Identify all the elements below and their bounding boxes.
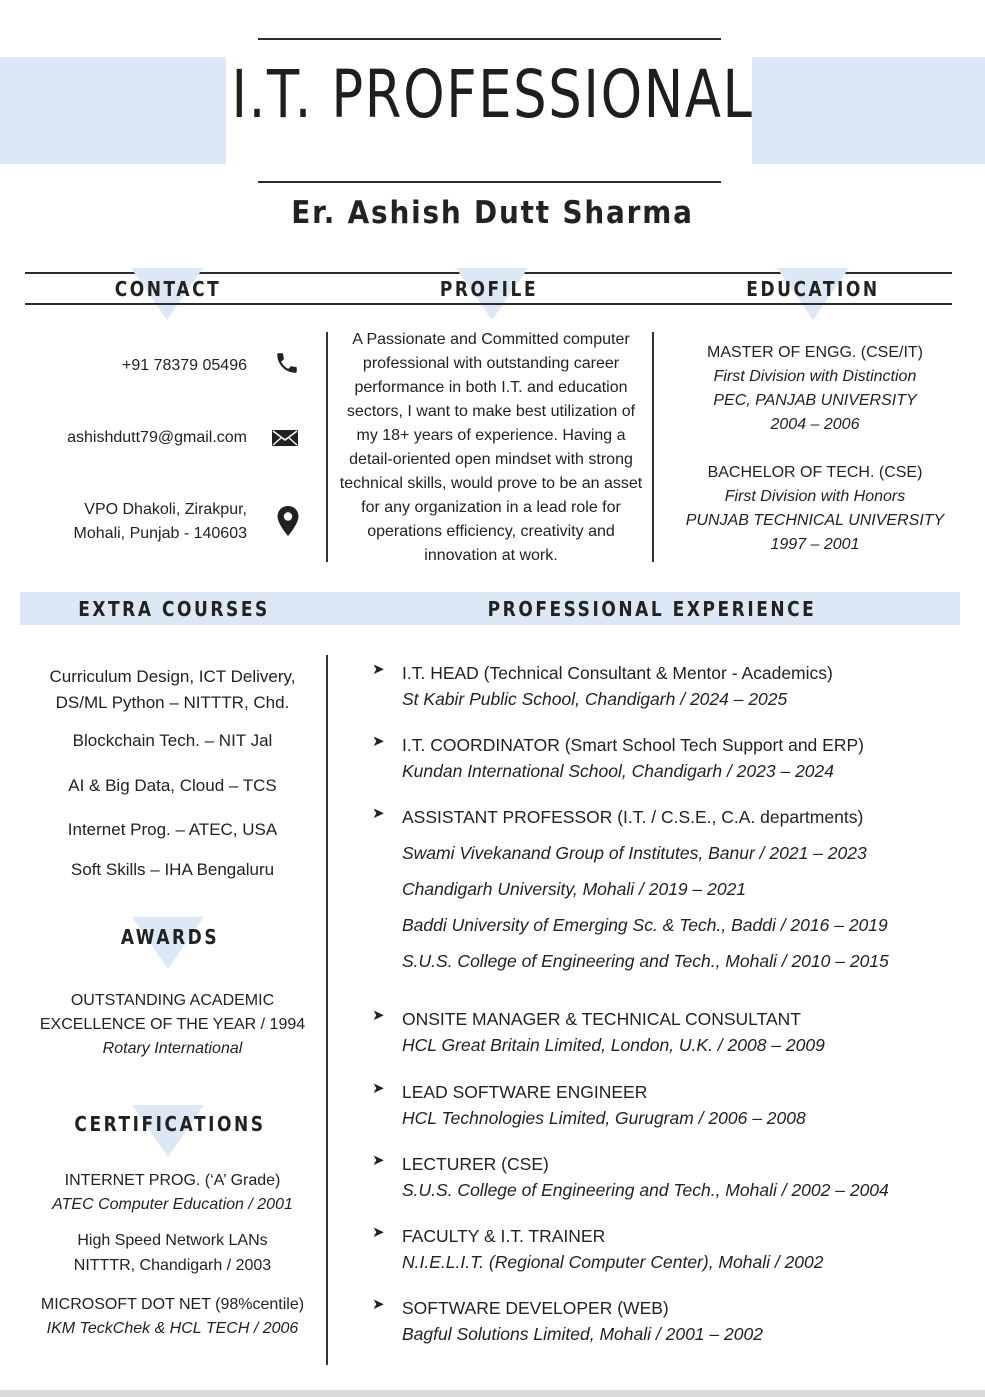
certification-issuer: ATEC Computer Education / 2001: [52, 1196, 293, 1213]
arrow-bullet-icon: ➤: [372, 1296, 385, 1313]
experience-title: ASSISTANT PROFESSOR (I.T. / C.S.E., C.A. departments): [402, 807, 864, 827]
contact-phone: +91 78379 05496: [121, 357, 247, 374]
experience-title: LECTURER (CSE): [402, 1154, 549, 1174]
education-years: 2004 – 2006: [770, 416, 860, 433]
arrow-bullet-icon: ➤: [372, 733, 385, 750]
arrow-bullet-icon: ➤: [372, 1152, 385, 1169]
experience-heading: PROFESSIONAL EXPERIENCE: [487, 597, 817, 621]
experience-place: N.I.E.L.I.T. (Regional Computer Center), Mohali / 2002: [402, 1252, 824, 1272]
extra-course-item: Blockchain Tech. – NIT Jal: [72, 731, 273, 750]
experience-place: HCL Great Britain Limited, London, U.K. / 2008 – 2009: [402, 1035, 825, 1055]
experience-title: I.T. HEAD (Technical Consultant & Mentor - Academics): [402, 663, 833, 683]
profile-left-divider: [326, 332, 328, 562]
education-institute: PUNJAB TECHNICAL UNIVERSITY: [685, 512, 945, 529]
profile-text: A Passionate and Committed computer professional with outstanding career performance in both I.T. and education sectors, I want to make best utilization of my 18+ years of experience. Having a detail-oriented open mindset with strong technical skills, would prove to be an asset for any organization in a lead role for operations efficiency, creativity and innovation at work.: [339, 331, 643, 564]
column-divider: [326, 655, 328, 1365]
profile-heading: PROFILE: [439, 277, 539, 301]
contact-address-line2: Mohali, Punjab - 140603: [73, 525, 247, 542]
certification-issuer: IKM TeckChek & HCL TECH / 2006: [46, 1320, 299, 1337]
arrow-bullet-icon: ➤: [372, 1080, 385, 1097]
certification-issuer: NITTTR, Chandigarh / 2003: [73, 1257, 272, 1274]
experience-title: I.T. COORDINATOR (Smart School Tech Support and ERP): [402, 735, 864, 755]
extra-course-item: Soft Skills – IHA Bengaluru: [70, 860, 275, 879]
experience-title: ONSITE MANAGER & TECHNICAL CONSULTANT: [402, 1009, 801, 1029]
experience-title: FACULTY & I.T. TRAINER: [402, 1226, 606, 1246]
education-institute: PEC, PANJAB UNIVERSITY: [713, 392, 917, 409]
experience-item: [372, 1006, 972, 1058]
award-org: Rotary International: [102, 1040, 243, 1057]
award-line2: EXCELLENCE OF THE YEAR / 1994: [39, 1016, 306, 1033]
extra-course-item: Internet Prog. – ATEC, USA: [67, 820, 278, 839]
education-entry-bachelors: [680, 461, 950, 557]
phone-icon: [274, 350, 300, 376]
page-bottom-edge: [0, 1390, 985, 1397]
certification-title: MICROSOFT DOT NET (98%centile): [40, 1296, 305, 1313]
arrow-bullet-icon: ➤: [372, 1224, 385, 1241]
arrow-bullet-icon: ➤: [372, 661, 385, 678]
certifications-heading: CERTIFICATIONS: [74, 1112, 266, 1136]
experience-place: Baddi University of Emerging Sc. & Tech., Baddi / 2016 – 2019: [402, 915, 888, 935]
contact-email: ashishdutt79@gmail.com: [67, 429, 247, 446]
awards-heading: AWARDS: [120, 925, 220, 949]
contact-heading: CONTACT: [114, 277, 222, 301]
header-bottom-rule: [258, 181, 721, 183]
education-division: First Division with Honors: [724, 488, 906, 505]
extra-courses-heading: EXTRA COURSES: [78, 597, 270, 621]
experience-place: S.U.S. College of Engineering and Tech., Mohali / 2002 – 2004: [402, 1180, 889, 1200]
education-entry-masters: [680, 341, 950, 437]
experience-place: Kundan International School, Chandigarh / 2023 – 2024: [402, 761, 834, 781]
experience-title: LEAD SOFTWARE ENGINEER: [402, 1082, 648, 1102]
envelope-icon: [272, 428, 298, 448]
experience-place: Bagful Solutions Limited, Mohali / 2001 – 2002: [402, 1324, 763, 1344]
experience-item: [372, 804, 972, 974]
experience-place: St Kabir Public School, Chandigarh / 2024 – 2025: [402, 689, 788, 709]
experience-title: SOFTWARE DEVELOPER (WEB): [402, 1298, 669, 1318]
experience-item: [372, 1295, 972, 1347]
location-pin-icon: [276, 506, 300, 536]
experience-place: S.U.S. College of Engineering and Tech., Mohali / 2010 – 2015: [402, 951, 889, 971]
education-degree: MASTER OF ENGG. (CSE/IT): [706, 344, 923, 361]
experience-place: Swami Vivekanand Group of Institutes, Banur / 2021 – 2023: [402, 843, 867, 863]
education-degree: BACHELOR OF TECH. (CSE): [707, 464, 923, 481]
header-top-rule: [258, 38, 721, 40]
experience-item: [372, 660, 972, 712]
education-heading: EDUCATION: [746, 277, 880, 301]
experience-place: HCL Technologies Limited, Gurugram / 2006 – 2008: [402, 1108, 806, 1128]
award-line1: OUTSTANDING ACADEMIC: [70, 992, 275, 1009]
certification-title: INTERNET PROG. (‘A’ Grade): [64, 1172, 281, 1189]
arrow-bullet-icon: ➤: [372, 805, 385, 822]
education-division: First Division with Distinction: [713, 368, 917, 385]
profile-right-divider: [652, 332, 654, 562]
extra-course-item: DS/ML Python – NITTTR, Chd.: [55, 693, 290, 712]
experience-item: [372, 1151, 972, 1203]
education-years: 1997 – 2001: [770, 536, 860, 553]
extra-course-item: Curriculum Design, ICT Delivery,: [49, 667, 296, 686]
page-title: I.T. PROFESSIONAL: [231, 56, 754, 133]
experience-place: Chandigarh University, Mohali / 2019 – 2021: [402, 879, 747, 899]
contact-address-line1: VPO Dhakoli, Zirakpur,: [84, 501, 247, 518]
certification-title: High Speed Network LANs: [77, 1232, 268, 1249]
experience-item: [372, 1223, 972, 1275]
experience-item: [372, 732, 972, 784]
extra-course-item: AI & Big Data, Cloud – TCS: [68, 776, 277, 795]
candidate-name: Er. Ashish Dutt Sharma: [291, 195, 694, 231]
arrow-bullet-icon: ➤: [372, 1007, 385, 1024]
section-bottom-rule: [25, 303, 952, 305]
experience-item: [372, 1079, 972, 1131]
